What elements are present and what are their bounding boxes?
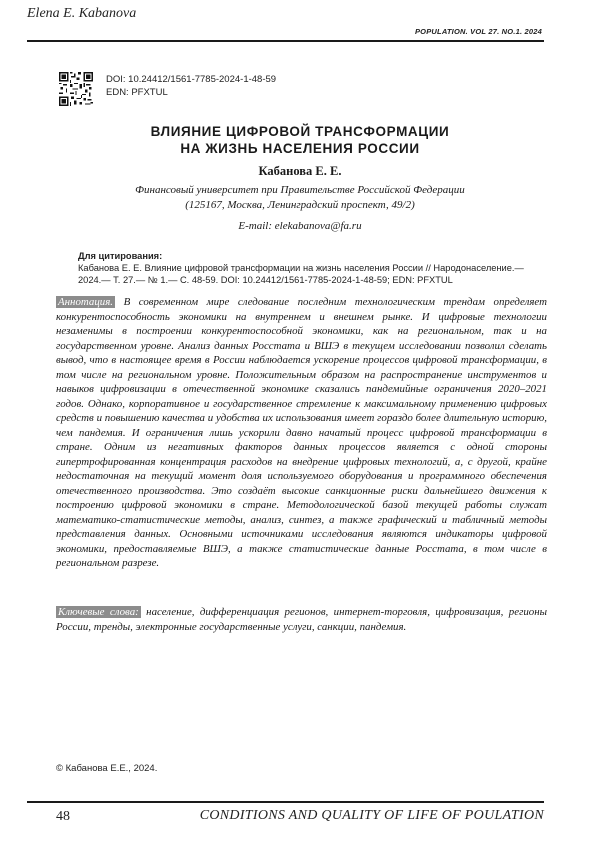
running-header-author: Elena E. Kabanova [27,6,137,21]
keywords-label: Ключевые слова: [58,606,139,618]
citation-block [78,250,544,286]
affiliation-line-2: (125167, Москва, Ленинградский проспект, 49/2) [185,199,415,211]
author-name: Кабанова Е. Е. [258,164,342,178]
affiliation-line-1: Финансовый университет при Правительстве Российской Федерации [135,184,465,196]
title-line-2: НА ЖИЗНЬ НАСЕЛЕНИЯ РОССИИ [180,141,420,156]
affiliation [60,183,540,213]
article-title [60,123,540,157]
abstract [56,295,547,571]
abstract-label: Аннотация. [58,296,114,308]
citation-label: Для цитирования: [78,251,163,261]
header-rule [27,40,544,42]
page-number: 48 [56,809,70,824]
abstract-text: В современном мире следование последним технологическим трендам определяет конкурентоспособность экономики на внутреннем и внешнем рынке. И цифровые технологии незаменимы в построении конкурентоспособной экономики, как на региональном, так и на государственном уровне. Анализ данных Росстата и ВШЭ в текущем исследовании позволил сделать вывод, что в настоящее время в России наблюдается ускорение процессов цифровой трансформации, в том числе на региональном уровне. Положительным образом на распространение инструментов и навыков цифровизации в отечественной экономике сказались пандемийные ограничения 2020–2021 годов. Однако, корпоративное и государственное стремление к максимальному применению цифровых средств и повышению качества и удобства их использования имеет гораздо более длительную историю, чем пандемия. И ограничения лишь ускорили давно начатый процесс цифровой трансформации в стране. Одним из негативных факторов данных процессов является с одной стороны гипертрофированная концентрация расходов на внедрение цифровых технологий, а, с другой, крайне недостаточная на текущий момент доля используемого оборудования и программного обеспечения отечественного производства. Это создаёт высокие санкционные риски дальнейшего движения к построению цифровой экономики в стране. Методологической базой текущей работы служат математико-статистические методы, анализ, синтез, а также графический и табличный методы представления данных. Основными источниками исследования являются индикаторы цифровой экономики, предоставляемые ВШЭ, а также статистические данные Росстата, в том числе в региональном разрезе. [56,296,547,569]
identifiers [106,74,276,99]
doi[interactable]: DOI: 10.24412/1561-7785-2024-1-48-59 [106,74,277,85]
footer-rule [27,801,544,803]
keywords-text: население, дифференциация регионов, интернет-торговля, цифровизация, регионы России, тренды, электронные государственные услуги, санкции, пандемия. [56,606,547,633]
footer-journal-title: CONDITIONS AND QUALITY OF LIFE OF POULATION [199,808,544,823]
copyright: © Кабанова Е.Е., 2024. [56,763,158,774]
edn: EDN: PFXTUL [106,86,168,98]
citation-text: Кабанова Е. Е. Влияние цифровой трансформации на жизнь населения России // Народонаселение.— 2024.— Т. 27.— № 1.— С. 48-59. DOI: 10.24412/1561-7785-2024-1-48-59; EDN: PFXTUL [78,263,524,285]
title-line-1: ВЛИЯНИЕ ЦИФРОВОЙ ТРАНСФОРМАЦИИ [150,124,450,139]
qr-code-icon [59,72,93,106]
keywords [56,605,547,634]
running-header-journal: POPULATION. VOL 27. NO.1. 2024 [414,27,542,36]
author-email[interactable]: E-mail: elekabanova@fa.ru [238,220,362,232]
